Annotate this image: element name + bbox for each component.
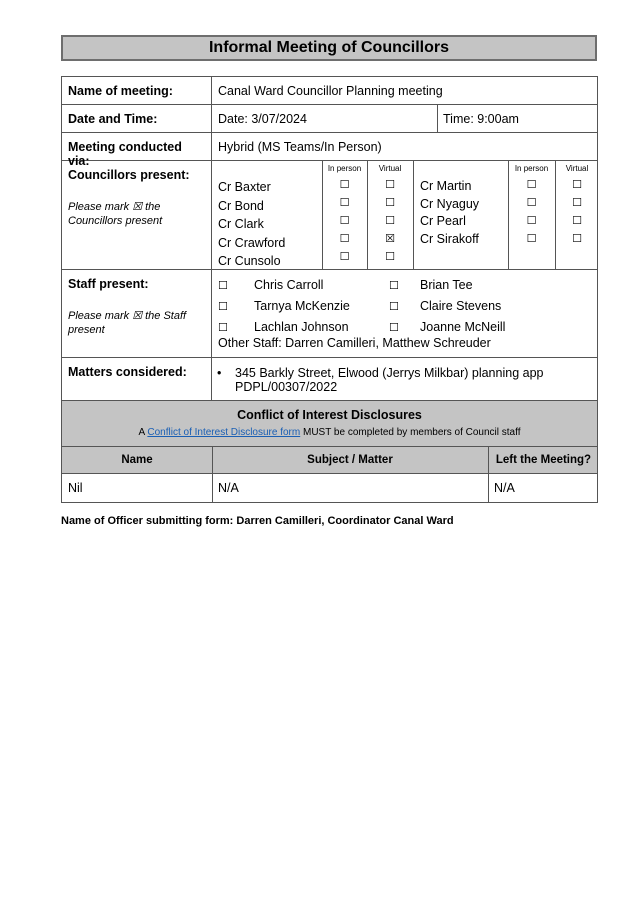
virtual-checkboxes-left: [367, 176, 413, 266]
conducted-via-value: Hybrid (MS Teams/In Person): [218, 140, 382, 154]
virtual-checkbox[interactable]: ☐: [572, 232, 582, 245]
meeting-name-value: Canal Ward Councillor Planning meeting: [218, 84, 443, 98]
staff-checkbox[interactable]: ☐: [389, 300, 399, 313]
virtual-checkbox[interactable]: ☐: [572, 178, 582, 191]
staff-name: Joanne McNeill: [420, 320, 506, 334]
matters-item-line: PDPL/00307/2022: [235, 380, 338, 394]
councillor-name: Cr Nyaguy: [420, 196, 480, 211]
virtual-checkbox[interactable]: ☐: [572, 214, 582, 227]
staff-list-left: [218, 275, 350, 338]
in-person-checkboxes-left: [322, 176, 367, 266]
conflict-form-link[interactable]: Conflict of Interest Disclosure form: [147, 427, 301, 438]
virtual-checkbox[interactable]: ☐: [385, 214, 395, 227]
staff-name: Claire Stevens: [420, 299, 502, 313]
staff-label: Staff present:: [68, 277, 149, 291]
virtual-checkbox[interactable]: ☐: [385, 250, 395, 263]
in-person-checkbox[interactable]: ☐: [526, 214, 537, 227]
col-left-header: Left the Meeting?: [495, 454, 592, 466]
in-person-checkbox[interactable]: ☐: [526, 178, 537, 191]
conflict-header-row: [62, 401, 597, 447]
meeting-name-row: [62, 77, 597, 105]
conflict-name-cell: Nil: [68, 481, 83, 495]
matters-row: [62, 358, 597, 401]
staff-row: [62, 270, 597, 358]
councillor-name: Cr Cunsolo: [218, 254, 281, 268]
staff-name: Brian Tee: [420, 278, 473, 292]
document-title: Informal Meeting of Councillors: [61, 35, 597, 61]
conflict-title: Conflict of Interest Disclosures: [237, 408, 422, 422]
in-person-header: In person: [327, 164, 362, 173]
col-divider: [212, 474, 213, 502]
conflict-subject-cell: N/A: [218, 481, 239, 495]
staff-checkbox[interactable]: ☐: [218, 321, 228, 334]
conflict-suffix: MUST be completed by members of Council staff: [300, 427, 521, 438]
conducted-via-label: Meeting conducted via:: [62, 133, 212, 160]
date-value: Date: 3/07/2024: [218, 112, 307, 126]
councillor-names-left: [218, 178, 285, 271]
submitting-officer: Name of Officer submitting form: Darren Camilleri, Coordinator Canal Ward: [61, 515, 454, 527]
in-person-checkbox[interactable]: ☐: [339, 232, 350, 245]
councillor-name: Cr Pearl: [420, 214, 466, 228]
meeting-name-label: Name of meeting:: [62, 77, 212, 104]
in-person-checkbox[interactable]: ☐: [526, 232, 537, 245]
in-person-checkbox[interactable]: ☐: [526, 196, 537, 209]
councillors-note: Please mark ☒ the Councillors present: [68, 201, 163, 227]
conducted-via-row: [62, 133, 597, 168]
matters-label: Matters considered:: [62, 358, 212, 400]
virtual-checkbox[interactable]: ☐: [385, 196, 395, 209]
staff-checkbox[interactable]: ☐: [389, 279, 399, 292]
matters-item: [235, 366, 543, 394]
staff-label-cell: [62, 270, 212, 357]
virtual-header: Virtual: [378, 164, 402, 173]
virtual-checkbox[interactable]: ☒: [385, 232, 395, 245]
other-staff: Other Staff: Darren Camilleri, Matthew Schreuder: [218, 336, 491, 350]
in-person-checkbox[interactable]: ☐: [339, 178, 350, 191]
col-divider: [413, 161, 414, 269]
councillor-name: Cr Martin: [420, 179, 472, 193]
staff-note: Please mark ☒ the Staff present: [68, 310, 187, 336]
conflict-data-row: [62, 474, 597, 502]
councillor-name: Cr Sirakoff: [420, 231, 479, 246]
councillor-name: Cr Bond: [218, 198, 264, 213]
councillors-label: Councillors present:: [68, 168, 190, 182]
in-person-checkboxes-right: [508, 176, 555, 248]
staff-list-right: [389, 275, 505, 338]
staff-name: Tarnya McKenzie: [254, 299, 350, 313]
in-person-checkbox[interactable]: ☐: [339, 196, 350, 209]
virtual-checkbox[interactable]: ☐: [385, 178, 395, 191]
councillor-name: Cr Clark: [218, 217, 264, 231]
virtual-header: Virtual: [565, 164, 589, 173]
date-time-row: [62, 105, 597, 133]
time-value: Time: 9:00am: [443, 112, 519, 126]
virtual-checkbox[interactable]: ☐: [572, 196, 582, 209]
councillors-label-cell: [62, 161, 212, 269]
col-divider: [488, 474, 489, 502]
conflict-instruction: [62, 427, 597, 438]
staff-name: Lachlan Johnson: [254, 320, 349, 334]
councillor-name: Cr Baxter: [218, 180, 271, 194]
in-person-checkbox[interactable]: ☐: [339, 214, 350, 227]
in-person-header: In person: [514, 164, 549, 173]
councillor-names-right: [420, 178, 479, 248]
councillors-row: [62, 161, 597, 270]
date-time-label: Date and Time:: [62, 105, 212, 132]
staff-checkbox[interactable]: ☐: [389, 321, 399, 334]
staff-name: Chris Carroll: [254, 278, 324, 292]
staff-checkbox[interactable]: ☐: [218, 279, 228, 292]
col-subject-header: Subject / Matter: [307, 454, 393, 466]
matters-item-line: 345 Barkly Street, Elwood (Jerrys Milkbar) planning app: [235, 366, 544, 380]
conflict-prefix: A: [138, 427, 148, 438]
conflict-left-cell: N/A: [494, 481, 515, 495]
col-name-header: Name: [121, 454, 153, 466]
in-person-checkbox[interactable]: ☐: [339, 250, 350, 263]
conflict-columns-row: [62, 447, 597, 474]
councillor-name: Cr Crawford: [218, 235, 286, 250]
staff-checkbox[interactable]: ☐: [218, 300, 228, 313]
virtual-checkboxes-right: [555, 176, 599, 248]
date-time-divider: [437, 105, 438, 132]
matters-bullet: •: [217, 366, 222, 380]
meeting-table: [61, 76, 598, 503]
